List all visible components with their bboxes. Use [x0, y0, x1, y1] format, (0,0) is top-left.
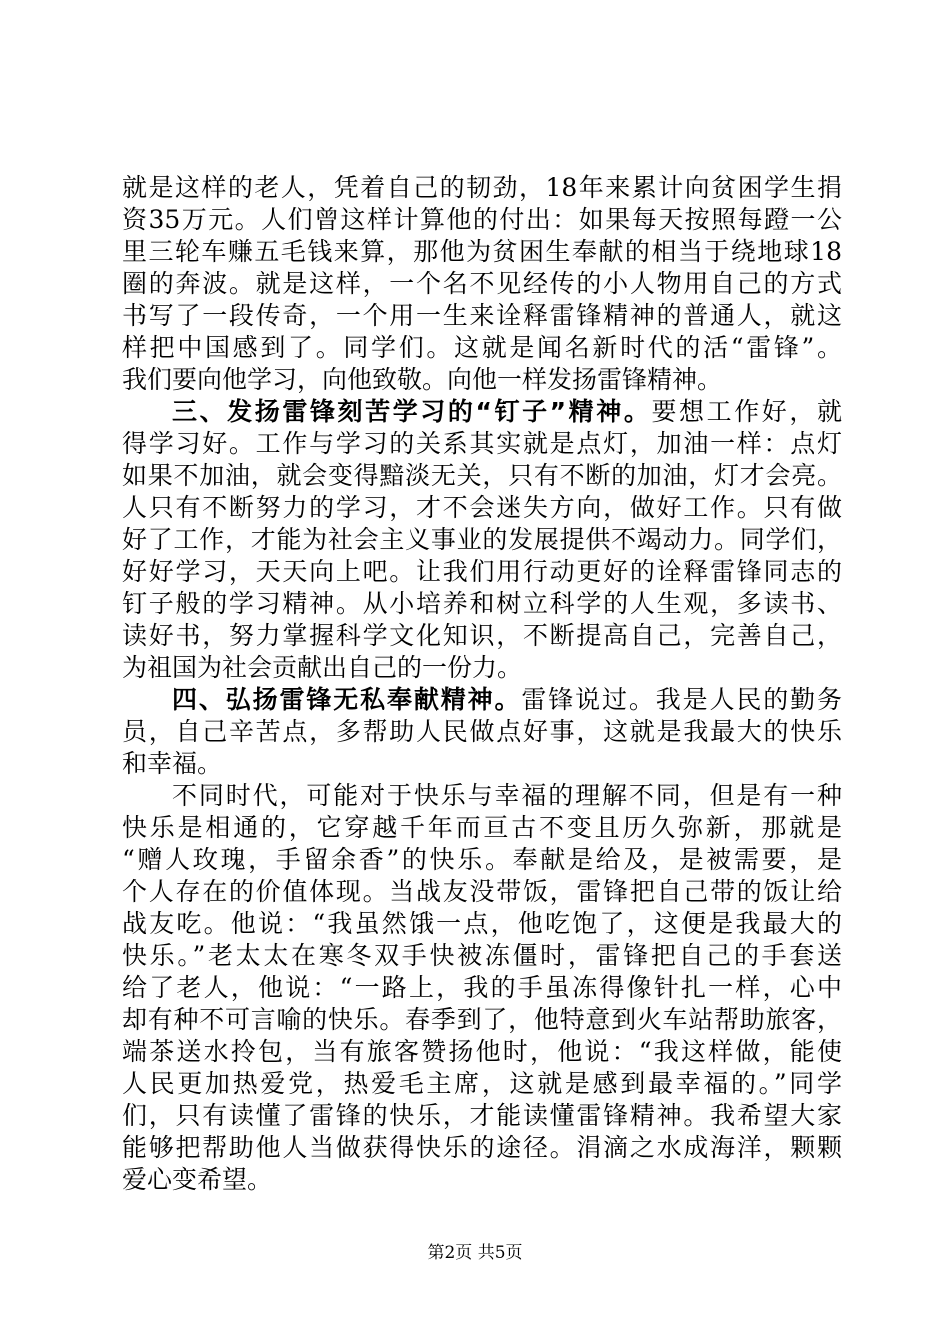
section-heading-line [122, 396, 842, 428]
text-line: 如果不加油，就会变得黯淡无关，只有不断的加油，灯才会亮。 [122, 461, 842, 490]
section-heading-line [122, 684, 842, 716]
text-line: “赠人玫瑰，手留余香”的快乐。奉献是给及，是被需要，是 [122, 845, 842, 874]
text-line: 能够把帮助他人当做获得快乐的途径。涓滴之水成海洋，颗颗 [122, 1133, 842, 1162]
text-line: 圈的奔波。就是这样，一个名不见经传的小人物用自己的方式 [122, 269, 842, 298]
text-line: 资35万元。人们曾这样计算他的付出：如果每天按照每蹬一公 [122, 205, 842, 234]
text-line: 们，只有读懂了雷锋的快乐，才能读懂雷锋精神。我希望大家 [122, 1101, 842, 1130]
page-number-footer: 第2页 共5页 [427, 1243, 523, 1263]
text-line: 里三轮车赚五毛钱来算，那他为贫困生奉献的相当于绕地球18 [122, 237, 842, 266]
text-line: 人民更加热爱党，热爱毛主席，这就是感到最幸福的。”同学 [122, 1069, 842, 1098]
paragraph-first-line: 不同时代，可能对于快乐与幸福的理解不同，但是有一种 [172, 781, 842, 810]
text-line: 和幸福。 [122, 749, 223, 778]
text-line: 样把中国感到了。同学们。这就是闻名新时代的活“雷锋”。 [122, 333, 842, 362]
section-heading: 三、发扬雷锋刻苦学习的“钉子”精神。 [172, 397, 652, 426]
text-line: 个人存在的价值体现。当战友没带饭，雷锋把自己带的饭让给 [122, 877, 842, 906]
text-line: 爱心变希望。 [122, 1165, 273, 1194]
text-line: 得学习好。工作与学习的关系其实就是点灯，加油一样：点灯 [122, 429, 842, 458]
text-line: 战友吃。他说：“我虽然饿一点，他吃饱了，这便是我最大的 [122, 909, 842, 938]
text-line: 给了老人，他说：“一路上，我的手虽冻得像针扎一样，心中 [122, 973, 842, 1002]
text-line: 钉子般的学习精神。从小培养和树立科学的人生观，多读书、 [122, 589, 842, 618]
text-line: 快乐是相通的，它穿越千年而亘古不变且历久弥新，那就是 [122, 813, 842, 842]
text-span: 雷锋说过。我是人民的勤务 [521, 685, 842, 714]
text-line: 端茶送水拎包，当有旅客赞扬他时，他说：“我这样做，能使 [122, 1037, 842, 1066]
document-body [122, 172, 842, 1196]
text-line: 员，自己辛苦点，多帮助人民做点好事，这就是我最大的快乐 [122, 717, 842, 746]
text-line: 书写了一段传奇，一个用一生来诠释雷锋精神的普通人，就这 [122, 301, 842, 330]
text-line: 为祖国为社会贡献出自己的一份力。 [122, 653, 523, 682]
text-line: 读好书，努力掌握科学文化知识，不断提高自己，完善自己， [122, 621, 842, 650]
text-line: 却有种不可言喻的快乐。春季到了，他特意到火车站帮助旅客， [122, 1005, 842, 1034]
text-line: 好了工作，才能为社会主义事业的发展提供不竭动力。同学们， [122, 525, 842, 554]
text-line: 好好学习，天天向上吧。让我们用行动更好的诠释雷锋同志的 [122, 557, 842, 586]
text-line: 快乐。”老太太在寒冬双手快被冻僵时，雷锋把自己的手套送 [122, 941, 842, 970]
text-line: 我们要向他学习，向他致敬。向他一样发扬雷锋精神。 [122, 365, 723, 394]
section-heading: 四、弘扬雷锋无私奉献精神。 [172, 685, 522, 714]
text-span: 要想工作好，就 [651, 397, 842, 426]
text-line: 人只有不断努力的学习，才不会迷失方向，做好工作。只有做 [122, 493, 842, 522]
text-line: 就是这样的老人，凭着自己的韧劲，18年来累计向贫困学生捐 [122, 173, 842, 202]
